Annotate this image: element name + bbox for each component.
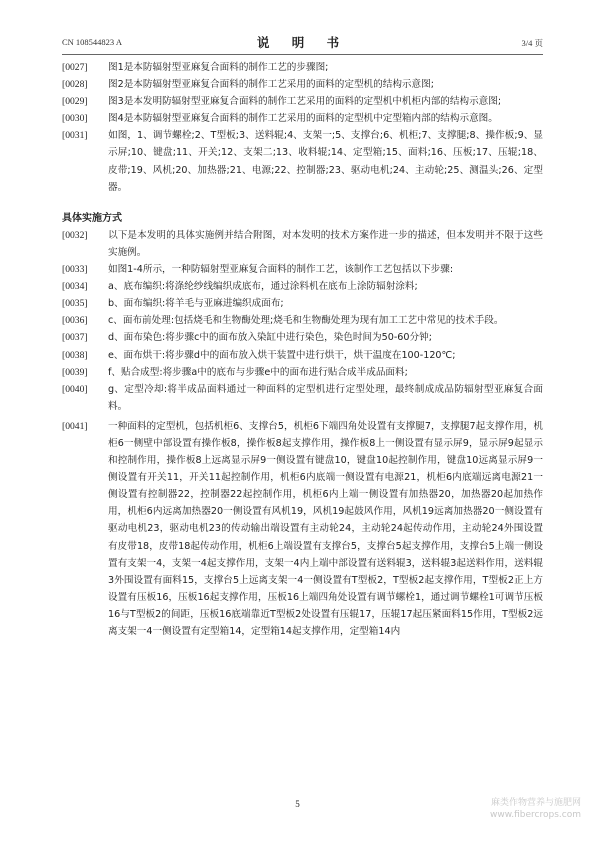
- page-number: 5: [295, 799, 300, 809]
- paragraph-number: [0031]: [62, 130, 88, 142]
- page-header: [62, 33, 543, 51]
- paragraph-number: [0034]: [62, 281, 88, 293]
- paragraph-text: f、贴合成型:将步骤a中的底布与步骤e中的面布进行贴合成半成品面料;: [108, 366, 408, 378]
- paragraph-number: [0041]: [62, 420, 88, 432]
- paragraph-number: [0035]: [62, 298, 88, 310]
- paragraph-0037: [62, 329, 543, 346]
- paragraph-number: [0038]: [62, 349, 88, 361]
- paragraph-0040: [62, 381, 543, 415]
- paragraph-number: [0037]: [62, 332, 88, 344]
- paragraph-text: 一种面料的定型机，包括机柜6、支撑台5，机柜6下端四角处设置有支撑腿7，支撑腿7起支撑作用，机柜6一侧壁中部设置有操作板8，操作板8起支撑作用，操作板8上一侧设置有显示屏9，显示屏9起显示和控制作用，操作板8上远离显示屏9一侧设置有键盘10，键盘10起控制作用，键盘10远离显示屏9一侧设置有开关11，开关11起控制作用，机柜6内底端一侧设置有电源21，机柜6内底端远离电源21一侧设置有控制器22，控制器22起控制作用，机柜6内上端一侧设置有加热器20，加热器20起加热作用，机柜6内远离加热器20一侧设置有风机19，风机19起鼓风作用，风机19远离加热器20一侧设置有驱动电机23，驱动电机23的传动输出端设置有主动轮24，主动轮24起传动作用，主动轮24外围设置有皮带18，皮带18起传动作用，机柜6上端设置有支撑台5，支撑台5起支撑作用，支撑台5上端一侧设置有支架一4，支架一4起支撑作用，支架一4内上端中部设置有送料辊3，送料辊3起送料作用，送料辊3外围设置有面料15，支撑台5上远离支架一4一侧设置有T型板2，T型板2起支撑作用，T型板2正上方设置有压板16，压板16起支撑作用，压板16上端四角处设置有调节螺栓1，通过调节螺栓1可调节压板16与T型板2的间距，压板16底端靠近T型板2处设置有压辊17，压辊17起压紧面料15作用，T型板2远离支架一4一侧设置有定型箱14，定型箱14起支撑作用，定型箱14内: [108, 420, 543, 637]
- paragraph-0030: [62, 110, 543, 127]
- patent-number: CN 108544823 A: [62, 37, 122, 47]
- paragraph-0035: [62, 295, 543, 312]
- paragraph-text: c、面布前处理:包括烧毛和生物酶处理;烧毛和生物酶处理为现有加工工艺中常见的技术手段。: [108, 315, 504, 327]
- paragraph-0028: [62, 76, 543, 93]
- paragraph-0038: [62, 347, 543, 364]
- paragraph-text: 如图，1、调节螺栓;2、T型板;3、送料辊;4、支架一;5、支撑台;6、机柜;7、支撑腿;8、操作板;9、显示屏;10、键盘;11、开关;12、支架二;13、收料辊;14、定型箱;15、面料;16、压板;17、压辊;18、皮带;19、风机;20、加热器;21、电源;22、控制器;23、驱动电机;24、主动轮;25、测温头;26、定型器。: [108, 130, 543, 193]
- paragraph-0039: [62, 364, 543, 381]
- paragraph-0041: [62, 418, 543, 640]
- paragraph-text: 图3是本发明防辐射型亚麻复合面料的制作工艺采用的面料的定型机中机柜内部的结构示意图;: [108, 96, 502, 108]
- page-indicator: 3/4 页: [521, 38, 543, 48]
- paragraph-0034: [62, 278, 543, 295]
- paragraph-text: a、底布编织:将涤纶纱线编织成底布，通过涂料机在底布上涂防辐射涂料;: [108, 281, 418, 293]
- watermark-line2: www.fibercrops.com: [490, 810, 581, 820]
- watermark: [490, 797, 581, 821]
- paragraph-number: [0029]: [62, 96, 88, 108]
- paragraph-text: 如图1-4所示，一种防辐射型亚麻复合面料的制作工艺，该制作工艺包括以下步骤:: [108, 264, 454, 276]
- paragraph-number: [0036]: [62, 315, 88, 327]
- paragraph-0036: [62, 312, 543, 329]
- paragraph-0027: [62, 59, 543, 76]
- paragraph-number: [0028]: [62, 79, 88, 91]
- paragraph-0032: [62, 227, 543, 261]
- paragraph-text: g、定型冷却:将半成品面料通过一种面料的定型机进行定型处理，最终制成成品防辐射型亚麻复合面料。: [108, 383, 543, 412]
- paragraph-text: 图2是本防辐射型亚麻复合面料的制作工艺采用的面料的定型机的结构示意图;: [108, 79, 434, 91]
- paragraph-text: 图4是本防辐射型亚麻复合面料的制作工艺采用的面料的定型机中定型箱内部的结构示意图。: [108, 113, 498, 125]
- paragraph-0031: [62, 127, 543, 195]
- paragraph-number: [0040]: [62, 383, 88, 395]
- watermark-line1: 麻类作物营养与施肥网: [490, 798, 581, 808]
- paragraph-text: d、面布染色:将步骤c中的面布放入染缸中进行染色，染色时间为50-60分钟;: [108, 332, 432, 344]
- paragraph-text: 以下是本发明的具体实施例并结合附图，对本发明的技术方案作进一步的描述，但本发明并不限于这些实施例。: [108, 229, 543, 258]
- paragraph-0033: [62, 261, 543, 278]
- section-heading: 具体实施方式: [62, 212, 122, 224]
- paragraph-number: [0030]: [62, 113, 88, 125]
- document-body: [62, 59, 543, 640]
- paragraph-text: 图1是本防辐射型亚麻复合面料的制作工艺的步骤图;: [108, 62, 329, 73]
- paragraph-number: [0033]: [62, 264, 88, 276]
- paragraph-text: b、面布编织:将羊毛与亚麻进编织成面布;: [108, 298, 284, 310]
- paragraph-number: [0032]: [62, 229, 88, 241]
- header-rule: [62, 54, 543, 55]
- paragraph-number: [0039]: [62, 366, 88, 378]
- paragraph-0029: [62, 93, 543, 110]
- paragraph-text: e、面布烘干:将步骤d中的面布放入烘干装置中进行烘干，烘干温度在100-120℃;: [108, 349, 456, 361]
- paragraph-number: [0027]: [62, 62, 88, 73]
- document-title: 说 明 书: [256, 35, 349, 50]
